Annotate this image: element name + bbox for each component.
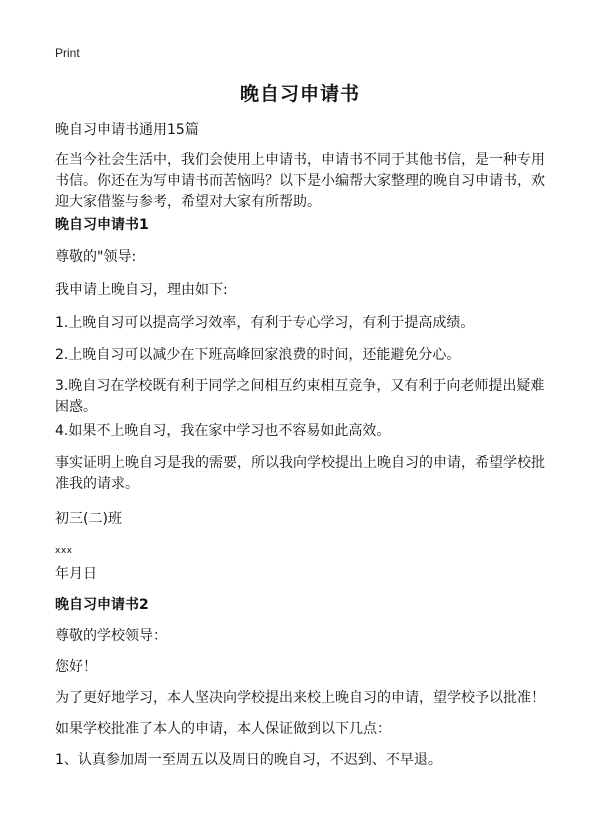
reason-item: 1.上晚自习可以提高学习效率，有利于专心学习，有利于提高成绩。	[55, 315, 475, 331]
reason-item: 2.上晚自习可以减少在下班高峰回家浪费的时间，还能避免分心。	[55, 347, 461, 363]
reason-item: 3.晚自习在学校既有利于同学之间相互约束相互竞争，又有利于向老师提出疑难困惑。	[55, 378, 545, 415]
section2-item1: 1、认真参加周一至周五以及周日的晚自习，不迟到、不早退。	[55, 752, 442, 768]
date-line: 年月日	[55, 566, 97, 582]
section1-salutation: 尊敬的"领导:	[55, 249, 137, 265]
section2-body2: 如果学校批准了本人的申请，本人保证做到以下几点：	[55, 721, 391, 737]
section2-body1: 为了更好地学习，本人坚决向学校提出来校上晚自习的申请，望学校予以批准！	[55, 690, 545, 706]
document-title: 晚自习申请书	[239, 83, 360, 105]
class-name: 初三(二)班	[55, 511, 122, 527]
section2-heading: 晚自习申请书2	[55, 597, 149, 613]
signature: xxx	[55, 546, 73, 556]
reason-item: 4.如果不上晚自习，我在家中学习也不容易如此高效。	[55, 423, 391, 439]
section1-conclusion: 事实证明上晚自习是我的需要，所以我向学校提出上晚自习的申请，希望学校批准我的请求。	[55, 455, 545, 492]
section2-salutation: 尊敬的学校领导：	[55, 628, 167, 644]
section2-greeting: 您好！	[55, 659, 97, 675]
section1-heading: 晚自习申请书1	[55, 217, 149, 233]
intro-paragraph: 在当今社会生活中，我们会使用上申请书，申请书不同于其他书信，是一种专用书信。你还在为写申请书而苦恼吗？以下是小编帮大家整理的晚自习申请书，欢迎大家借鉴与参考，希望对大家有所帮助。	[55, 152, 545, 210]
print-label: Print	[55, 46, 80, 60]
document-subtitle: 晚自习申请书通用15篇	[55, 122, 199, 138]
section1-opening: 我申请上晚自习，理由如下:	[55, 282, 228, 298]
